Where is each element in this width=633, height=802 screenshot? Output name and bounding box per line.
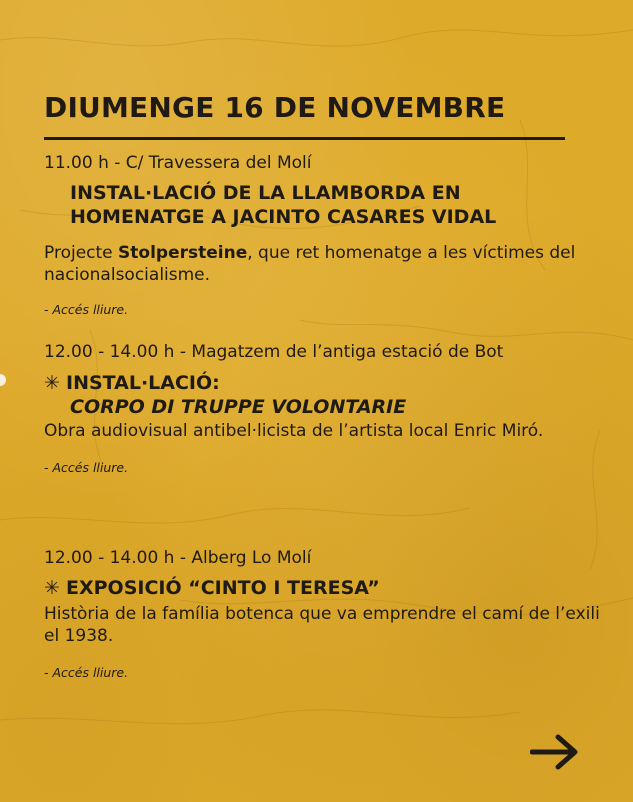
event-heading-line2: HOMENATGE A JACINTO CASARES VIDAL [70, 206, 497, 228]
title-underline [44, 137, 565, 140]
event-heading-line1: INSTAL·LACIÓ DE LA LLAMBORDA EN [70, 182, 461, 204]
event-description-pre: Projecte [44, 243, 119, 263]
event-heading-text: INSTAL·LACIÓ: [66, 372, 220, 394]
event-description: Obra audiovisual antibel·licista de l’artista local Enric Miró. [44, 421, 544, 441]
asterisk-icon: ✳ [44, 577, 60, 599]
event-description-bold: Stolpersteine [118, 243, 248, 263]
asterisk-icon: ✳ [44, 372, 60, 394]
event-description: Història de la família botenca que va emprendre el camí de l’exili el 1938. [44, 604, 600, 646]
event-heading-line1 [44, 576, 604, 600]
event-heading [44, 576, 604, 600]
event-heading-italic: CORPO DI TRUPPE VOLONTARIE [70, 396, 407, 418]
event-access-note: - Accés lliure. [44, 665, 129, 680]
event-time-place: 12.00 - 14.00 h - Magatzem de l’antiga estació de Bot [44, 342, 504, 362]
page-title: DIUMENGE 16 DE NOVEMBRE [44, 91, 506, 124]
page-edge-dot [0, 374, 6, 386]
event-heading [44, 371, 604, 419]
event-heading [44, 181, 604, 229]
event-description [44, 242, 604, 286]
event-access-note: - Accés lliure. [44, 302, 129, 317]
event-2 [44, 341, 604, 476]
event-description-post: , que ret homenatge a les víctimes del nacionalsocialisme. [44, 243, 576, 285]
event-time-place: 12.00 - 14.00 h - Alberg Lo Molí [44, 548, 312, 568]
right-arrow-icon [530, 733, 580, 771]
event-heading-line2 [44, 395, 604, 419]
event-heading-text: EXPOSICIÓ “CINTO I TERESA” [66, 577, 380, 599]
event-1 [44, 152, 604, 318]
next-page-button[interactable] [530, 733, 580, 771]
event-3 [44, 547, 604, 681]
event-access-note: - Accés lliure. [44, 460, 129, 475]
event-time-place: 11.00 h - C/ Travessera del Molí [44, 153, 312, 173]
event-heading-line1 [44, 371, 604, 395]
